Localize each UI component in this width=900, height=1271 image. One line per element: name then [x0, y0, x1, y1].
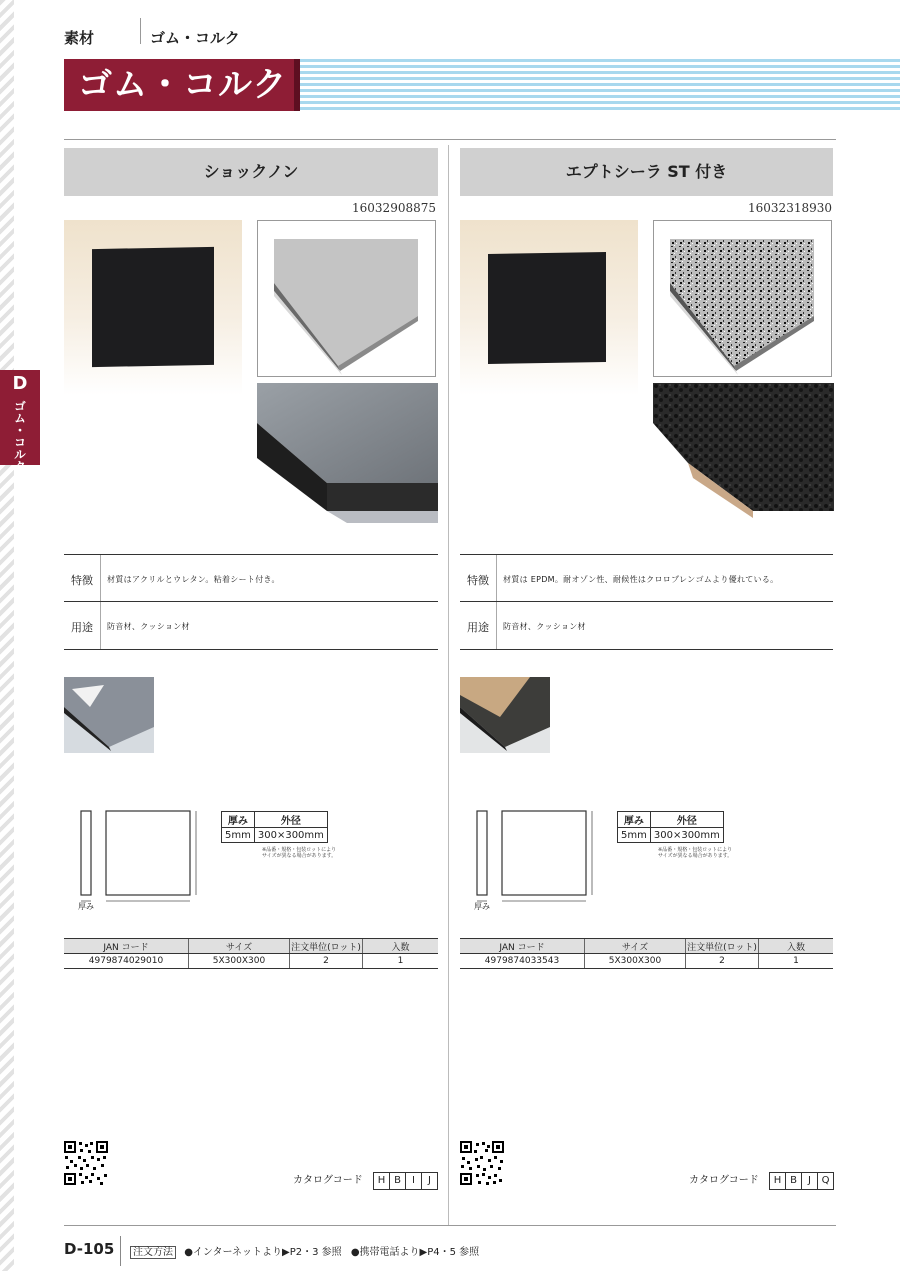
footer-divider: [120, 1236, 121, 1266]
spec-header-outer: 外径: [254, 812, 327, 828]
peel-photo: [460, 677, 550, 753]
spec-header-thickness: 厚み: [222, 812, 255, 828]
category-divider: [140, 18, 141, 44]
catalog-code: [293, 1171, 438, 1190]
usage-row: [460, 601, 833, 650]
product-photo: [460, 220, 638, 395]
qr-code-svg: [64, 1141, 108, 1185]
col-qty: 入数: [759, 939, 834, 954]
features-row: [460, 554, 833, 602]
top-rule: [64, 139, 836, 140]
side-index-tab[interactable]: [0, 370, 40, 472]
spec-table: [221, 811, 328, 843]
dimension-drawing: [460, 808, 605, 914]
features-text: 材質は EPDM。耐オゾン性、耐候性はクロロプレンゴムより優れている。: [503, 575, 779, 584]
usage-separator: [100, 602, 101, 649]
product-code: 16032318930: [748, 201, 832, 215]
order-info: [130, 1243, 479, 1258]
black-sheet: [488, 252, 606, 364]
thickness-caption: 厚み: [474, 902, 490, 911]
qr-code-svg: [460, 1141, 504, 1185]
col-jan: JAN コード: [460, 939, 585, 954]
decorative-side-stripe: [0, 0, 14, 1271]
features-label: 特徴: [467, 574, 489, 587]
cell-lot: 2: [290, 954, 363, 969]
side-tab-letter: D: [12, 373, 28, 394]
catalog-code-box: J: [801, 1172, 818, 1190]
dimension-drawing: [64, 808, 209, 914]
features-text: 材質はアクリルとウレタン。粘着シート付き。: [107, 575, 280, 584]
peel-photo: [64, 677, 154, 753]
peel-photo-svg: [64, 677, 154, 753]
dimension-drawing-svg: [460, 808, 605, 914]
spec-thickness: 5mm: [222, 828, 255, 843]
col-lot: 注文単位(ロット): [686, 939, 759, 954]
category-label: 素材: [64, 29, 95, 47]
catalog-code-box: B: [785, 1172, 802, 1190]
features-separator: [100, 555, 101, 602]
cell-size: 5X300X300: [585, 954, 686, 969]
product-title: ショックノン: [64, 148, 438, 196]
thickness-caption: 厚み: [78, 902, 94, 911]
edge-closeup-svg: [653, 383, 834, 540]
edge-closeup-svg: [257, 383, 438, 523]
catalog-code: [689, 1171, 834, 1190]
product-title: エプトシーラ ST 付き: [460, 148, 833, 196]
qr-code[interactable]: [460, 1141, 504, 1185]
usage-text: 防音材、クッション材: [503, 622, 586, 631]
usage-separator: [496, 602, 497, 649]
subcategory-label: ゴム・コルク: [150, 29, 240, 47]
catalog-code-box: Q: [817, 1172, 834, 1190]
cell-qty: 1: [759, 954, 834, 969]
col-lot: 注文単位(ロット): [290, 939, 363, 954]
catalog-code-box: I: [405, 1172, 422, 1190]
usage-row: [64, 601, 438, 650]
usage-text: 防音材、クッション材: [107, 622, 190, 631]
catalog-code-label: カタログコード: [293, 1175, 363, 1186]
spec-header-outer: 外径: [650, 812, 723, 828]
spec-thickness: 5mm: [618, 828, 651, 843]
layer-diagram-svg: [258, 221, 435, 376]
edge-closeup-photo: [257, 383, 438, 523]
order-internet-link[interactable]: ●インターネットより▶P2・3 参照: [184, 1247, 342, 1258]
cell-size: 5X300X300: [189, 954, 290, 969]
product-table: [64, 938, 438, 969]
column-divider: [448, 145, 449, 1225]
catalog-code-box: J: [421, 1172, 438, 1190]
peel-photo-svg: [460, 677, 550, 753]
features-label: 特徴: [71, 574, 93, 587]
dimension-drawing-svg: [64, 808, 209, 914]
layer-diagram-svg: [654, 221, 831, 376]
product-photo: [64, 220, 242, 395]
usage-label: 用途: [71, 621, 93, 634]
cell-lot: 2: [686, 954, 759, 969]
layer-diagram: [653, 220, 832, 377]
features-row: [64, 554, 438, 602]
cell-jan: 4979874029010: [64, 954, 189, 969]
col-jan: JAN コード: [64, 939, 189, 954]
col-size: サイズ: [189, 939, 290, 954]
col-size: サイズ: [585, 939, 686, 954]
catalog-code-box: H: [373, 1172, 390, 1190]
usage-label: 用途: [467, 621, 489, 634]
spec-table: [617, 811, 724, 843]
cell-qty: 1: [363, 954, 439, 969]
cell-jan: 4979874033543: [460, 954, 585, 969]
page-number: D-105: [64, 1240, 115, 1258]
features-separator: [496, 555, 497, 602]
bottom-rule: [64, 1225, 836, 1226]
catalog-code-box: B: [389, 1172, 406, 1190]
product-code: 16032908875: [352, 201, 436, 215]
col-qty: 入数: [363, 939, 439, 954]
black-sheet: [92, 247, 214, 367]
order-method-label: 注文方法: [130, 1246, 176, 1259]
side-tab-label: ゴム・コルク: [12, 400, 27, 472]
table-row: [460, 954, 833, 969]
catalog-code-box: H: [769, 1172, 786, 1190]
section-banner: ゴム・コルク: [64, 59, 294, 111]
spec-outer: 300×300mm: [254, 828, 327, 843]
spec-outer: 300×300mm: [650, 828, 723, 843]
edge-closeup-photo: [653, 383, 834, 540]
catalog-code-label: カタログコード: [689, 1175, 759, 1186]
banner-stripes: [300, 59, 900, 111]
spec-note: ※品番・規格・包装ロットにより サイズが異なる場合があります。: [262, 847, 337, 859]
table-row: [64, 954, 438, 969]
order-mobile-link[interactable]: ●携帯電話より▶P4・5 参照: [350, 1247, 480, 1258]
product-table: [460, 938, 833, 969]
spec-header-thickness: 厚み: [618, 812, 651, 828]
spec-note: ※品番・規格・包装ロットにより サイズが異なる場合があります。: [658, 847, 733, 859]
qr-code[interactable]: [64, 1141, 108, 1185]
layer-diagram: [257, 220, 436, 377]
